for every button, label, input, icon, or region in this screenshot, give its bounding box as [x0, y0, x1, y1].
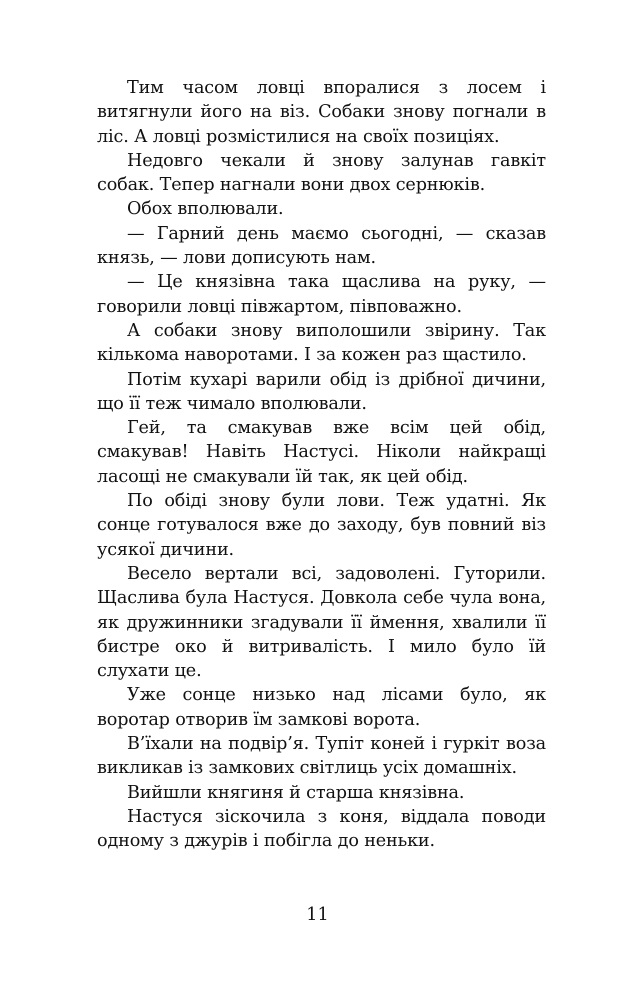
paragraph: Настуся зіскочила з коня, віддала поводи одному з джурів і побігла до неньки.: [97, 806, 546, 852]
paragraph: По обіді знову були лови. Теж удатні. Як сонце готувалося вже до заходу, був повний віз усякої дичини.: [97, 491, 546, 560]
paragraph: А собаки знову виполошили звірину. Так кількома наворотами. І за кожен раз щастило.: [97, 320, 546, 366]
page-body: [97, 76, 546, 854]
paragraph: Потім кухарі варили обід із дрібної дичини, що її теж чимало вполювали.: [97, 369, 546, 414]
paragraph: Недовго чекали й знову залунав гавкіт собак. Тепер нагнали вони двох сернюків.: [97, 150, 546, 196]
paragraph: Уже сонце низько над лісами було, як воротар отворив їм замкові ворота.: [97, 685, 546, 730]
page-number: 11: [306, 905, 329, 925]
paragraph: Тим часом ловці впоралися з лосем і витягнули його на віз. Собаки знову погнали в ліс. А ловці розмістилися на своїх позиціях.: [97, 78, 546, 147]
paragraph: — Гарний день маємо сьогодні, — сказав князь, — лови дописують нам.: [97, 223, 546, 269]
paragraph: Обох вполювали.: [127, 199, 284, 220]
paragraph: — Це князівна така щаслива на руку, — говорили ловці півжартом, півповажно.: [97, 272, 546, 317]
paragraph: Гей, та смакував вже всім цей обід, смакував! Навіть Настусі. Ніколи найкращі ласощі не смакували їй так, як цей обід.: [97, 418, 546, 487]
paragraph: Весело вертали всі, задоволені. Гуторили. Щаслива була Настуся. Довкола себе чула вона, як дружинники згадували її ймення, хвалили її бистре око й витривалість. І мило було їй слухати це.: [97, 563, 546, 682]
paragraph: В’їхали на подвір’я. Тупіт коней і гуркіт воза викликав із замкових світлиць усіх домашніх.: [97, 734, 546, 779]
paragraph: Вийшли княгиня й старша князівна.: [127, 782, 465, 803]
